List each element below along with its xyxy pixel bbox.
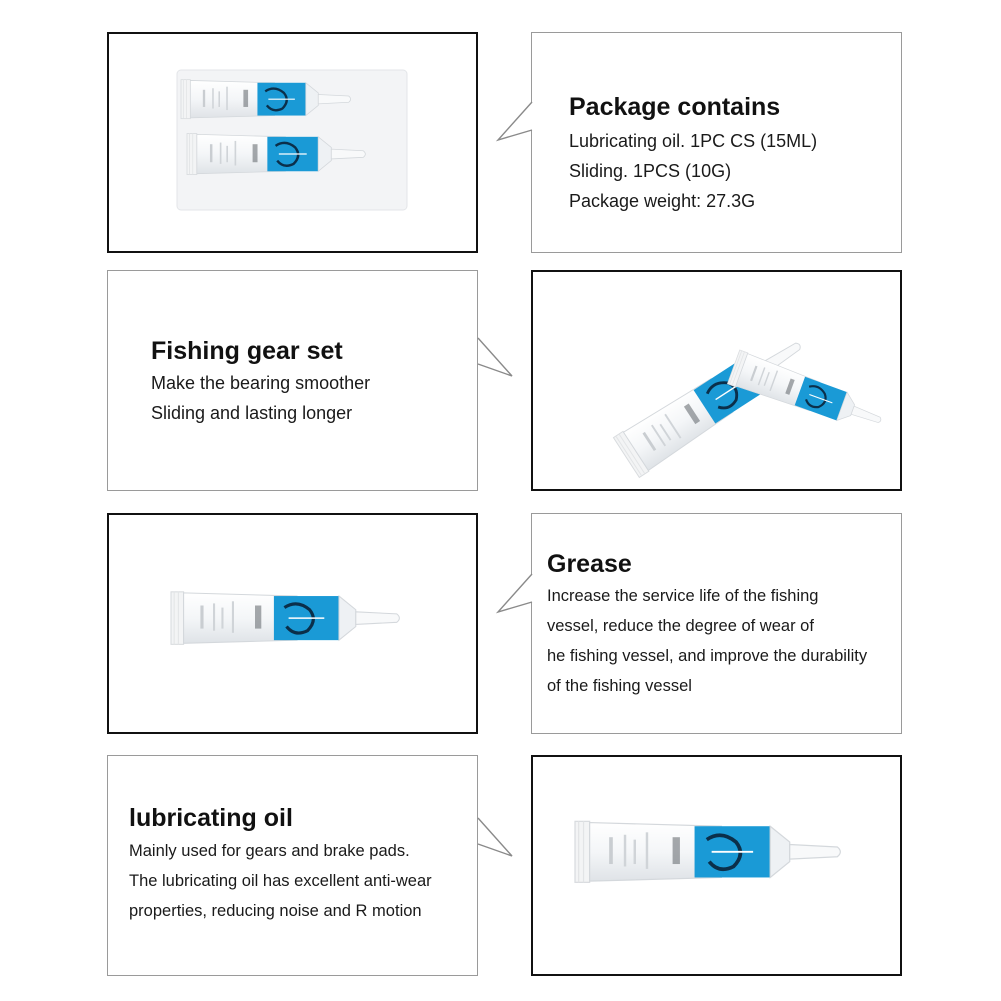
package-contains-line-2: Sliding. 1PCS (10G) (569, 161, 732, 181)
package-contains-line-1: Lubricating oil. 1PC CS (15ML) (569, 131, 818, 151)
lubricating-oil-tube-image (533, 757, 904, 978)
grease-line-4: of the fishing vessel (547, 677, 692, 695)
lubricating-oil-panel (107, 755, 478, 976)
speech-pointer-left (496, 100, 536, 160)
lubricating-oil-line-2: The lubricating oil has excellent anti-wear (129, 872, 432, 890)
grease-line-1: Increase the service life of the fishing (547, 587, 819, 605)
grease-line-2: vessel, reduce the degree of wear of (547, 617, 814, 635)
fishing-gear-set-line-2: Sliding and lasting longer (151, 403, 353, 423)
fishing-gear-set-line-1: Make the bearing smoother (151, 373, 371, 393)
lubricating-oil-photo-frame (531, 755, 902, 976)
lubricating-oil-line-3: properties, reducing noise and R motion (129, 902, 422, 920)
lubricating-oil-line-1: Mainly used for gears and brake pads. (129, 842, 410, 860)
package-contains-panel (531, 32, 902, 253)
grease-tube-image (109, 515, 480, 736)
package-contains-line-3: Package weight: 27.3G (569, 191, 756, 211)
grease-heading: Grease (547, 550, 632, 578)
two-tubes-photo-frame (531, 270, 902, 491)
speech-pointer-left-2 (496, 572, 536, 632)
package-contains-heading: Package contains (569, 93, 781, 121)
fishing-gear-set-panel (107, 270, 478, 491)
grease-panel (531, 513, 902, 734)
lubricating-oil-heading: lubricating oil (129, 804, 293, 832)
grease-photo-frame (107, 513, 478, 734)
fishing-gear-set-heading: Fishing gear set (151, 337, 343, 365)
package-bag-image (109, 34, 480, 255)
speech-pointer-right (476, 336, 516, 396)
package-photo-frame (107, 32, 478, 253)
grease-line-3: he fishing vessel, and improve the durability (547, 647, 868, 665)
speech-pointer-right-2 (476, 816, 516, 876)
two-tubes-image (533, 272, 904, 493)
